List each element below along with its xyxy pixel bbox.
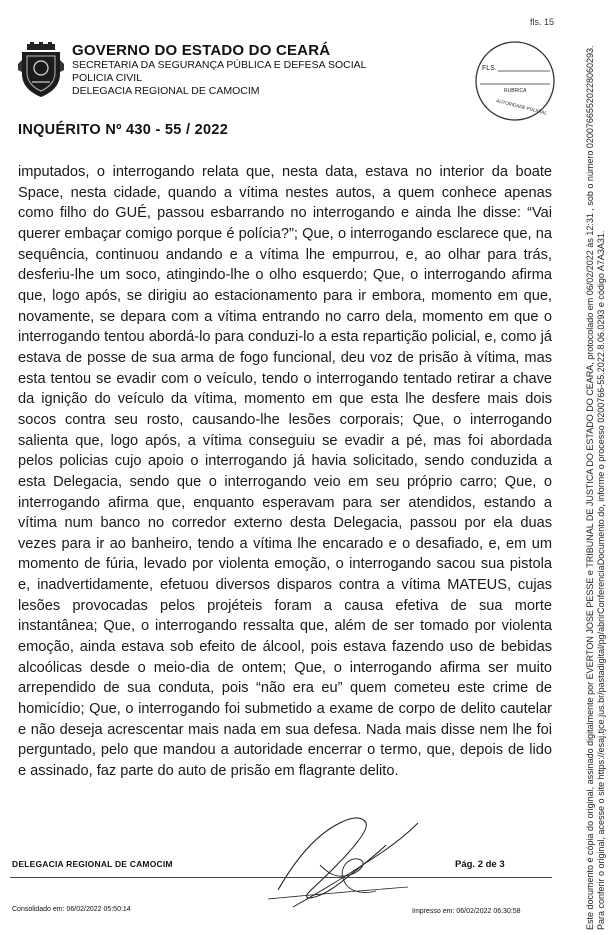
handwritten-signature — [258, 795, 428, 915]
footer-divider — [10, 877, 552, 878]
stamp-fls-label: FLS. — [482, 65, 497, 72]
header-line-secretaria: SECRETARIA DA SEGURANÇA PÚBLICA E DEFESA SOCIAL — [72, 59, 367, 71]
header-line-policia: POLICIA CIVIL — [72, 72, 143, 84]
vertical-authentication-text — [585, 5, 607, 930]
footer-consolidado: Consolidado em: 06/02/2022 05:50:14 — [12, 906, 131, 913]
header-title: GOVERNO DO ESTADO DO CEARÁ — [72, 42, 331, 59]
vertical-text-line-2: Para conferir o original, acesse o site https://esaj.tjce.jus.br/pastadigital/pg/abrirConferenciaDocumento.do, informe o processo 0200766-55.2022.8.06.0293 e código A7A3A31. — [596, 230, 606, 930]
page-counter: fls. 15 — [530, 17, 555, 27]
footer-page-number: Pág. 2 de 3 — [455, 859, 505, 870]
footer-impresso: Impresso em: 06/02/2022 06:30:58 — [412, 908, 521, 915]
footer-delegacia: DELEGACIA REGIONAL DE CAMOCIM — [12, 859, 173, 869]
document-header — [72, 42, 432, 98]
inquerito-number: INQUÉRITO Nº 430 - 55 / 2022 — [18, 122, 229, 138]
header-line-delegacia: DELEGACIA REGIONAL DE CAMOCIM — [72, 85, 260, 97]
vertical-text-line-1: Este documento é cópia do original, assinado digitalmente por EVERTON JOSE PESSE e TRIBUNAL DE JUSTICA DO ESTADO DO CEARA, protocolado em 06/02/2022 às 12:31 , sob o número 02007665520228060293. — [585, 45, 595, 930]
state-crest-icon — [18, 42, 64, 98]
testimony-text: imputados, o interrogando relata que, nesta data, estava no interior da boate Space, nesta cidade, quando a vítima nestes autos, a quem conhece apenas como filho do GUÉ, passou esbarrando no interrogando e ainda lhe disse: “Vai querer embaçar comigo porque é polícia?”; Que, o interrogando esclarece que, na sequência, continuou andando e a vítima lhe empurrou, e, ao olhar para trás, desferiu-lhe um soco, atingindo-lhe o olho esquerdo; Que, o interrogando afirma que, logo após, se dirigiu ao estacionamento para ir embora, momento em que, novamente, se depara com a vítima entrando no carro dela, momento em que o interrogando tentou abordá-lo para conduzi-lo a esta repartição policial, e, como já estava de posse de sua arma de fogo funcional, deu voz de prisão à vítima, mas esta tentou se evadir com o veículo, tendo o interrogando tentado retirar a chave da ignição do veículo da vítima, momento em que esta lhe desfere mais dois socos contra seu rosto, causando-lhe lesões corporais; Que, o interrogando salienta que, logo após, a vítima conseguiu se evadir a pé, mas foi abordada pelos policias cujo apoio o interrogando já havia solicitado, sendo conduzida a esta Delegacia, sendo que o interrogando veio em seu próprio carro; Que, o interrogando afirma que, enquanto esperavam para ser atendidos, estando a vítima num banco no corredor externo desta Delegacia, passou por ela duas vezes para ir ao banheiro, tendo a vítima lhe encarado e o desafiado, e, em um momento de fúria, levado por violenta emoção, o interrogando sacou sua pistola e, inadvertidamente, efetuou diversos disparos contra a vítima MATEUS, cujas lesões provocadas pelos projéteis foram a causa efetiva de sua morte instantânea; Que, o interrogando ressalta que, além de ser tomado por violenta emoção, ainda estava sob efeito de álcool, pois estava fazendo uso de bebidas alcoólicas desde o meio-dia de ontem; Que, o interrogando afirma ser muito arrependido de sua conduta, pois “não era eu” quem cometeu este crime de homicídio; Que, o interrogando foi submetido a exame de corpo de delito cautelar e não deseja acrescentar mais nada em sua defesa. Nada mais disse nem lhe foi perguntado, pelo que mandou a autoridade encerrar o termo, que, depois de lido e assinado, faz parte do auto de prisão em flagrante delito. — [18, 164, 552, 780]
stamp-autoridade-label: AUTORIDADE POLICIAL — [495, 98, 548, 116]
stamp-rubrica-label: RUBRICA — [504, 88, 527, 94]
page-stamp — [474, 40, 556, 122]
